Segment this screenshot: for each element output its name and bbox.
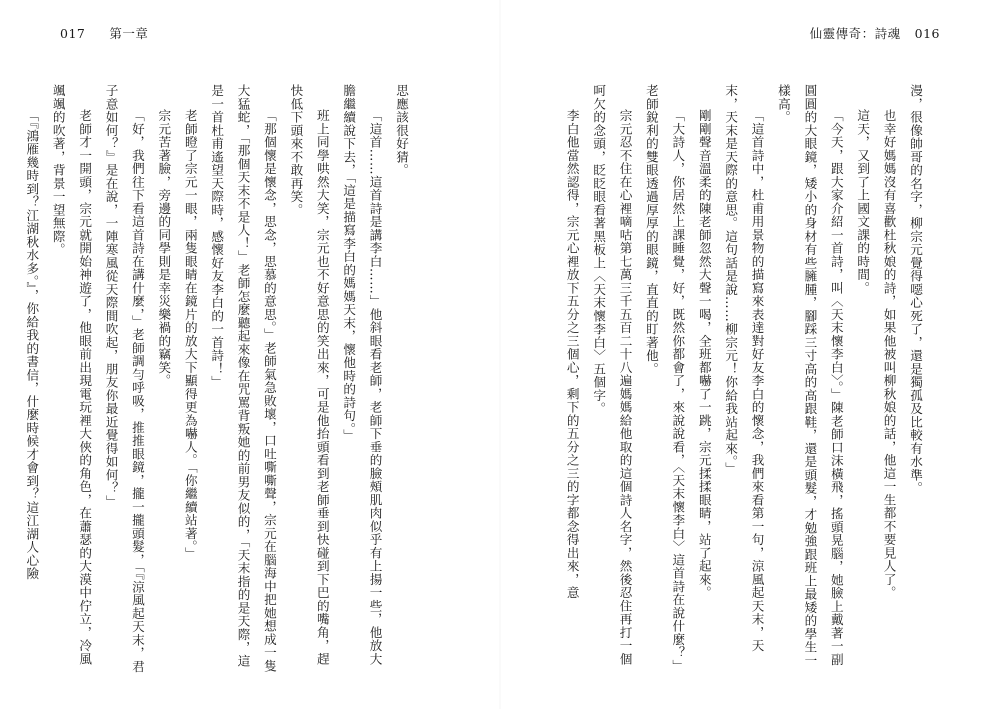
paragraph: 漫，很像帥哥的名字，柳宗元覺得噁心死了，還是獨孤及比較有水準。 <box>908 84 923 495</box>
paragraph: 班上同學哄然大笑，宗元也不好意思的笑出來，可是他抬頭看到老師垂到快碰到下巴的嘴角，趕快低下頭來不敢再笑。 <box>288 84 330 666</box>
paragraph: 這天，又到了上國文課的時間。 <box>855 109 871 295</box>
paragraph: 也幸好媽媽沒有喜歡杜秋娘的詩，如果他被叫柳秋娘的話，他這一生都不要見人了。 <box>881 109 897 600</box>
right-page-header <box>810 24 940 42</box>
paragraph: 「好，我們往下看這首詩在講什麼，」老師調勻呼吸，推推眼鏡，攏一攏頭髮，「『涼風起天末，君子意如何？』是在說，一陣寒風從天際間吹起，朋友你最近覺得如何？」 <box>103 84 145 674</box>
paragraph: 「『鴻雁幾時到？江湖秋水多。』，你給我的書信，什麼時候才會到？這江湖人心險 <box>24 109 40 581</box>
paragraph: 「大詩人，你居然上課睡覺，好，既然你都會了，來說說看，〈天末懷李白〉這首詩在說什麼？」老師銳利的雙眼透過厚厚的眼鏡，直直的盯著他。 <box>643 84 686 673</box>
book-title: 仙靈傳奇：詩魂 <box>809 26 901 41</box>
book-spine <box>499 0 501 709</box>
chapter-title: 第一章 <box>109 26 149 41</box>
paragraph: 「這首……這首詩是講李白……」他斜眼看老師，老師下垂的臉頰肌肉似乎有上揚一些，他放大膽繼續說下去，「這是描寫李白的媽媽天末，懷他時的詩句。」 <box>341 84 383 666</box>
left-page-body <box>24 84 414 676</box>
left-page-header <box>60 24 148 42</box>
paragraph: 思應該很好猜。 <box>394 84 409 177</box>
left-page-number: 017 <box>60 26 86 41</box>
paragraph: 剛剛聲音溫柔的陳老師忽然大聲一喝，全班都嚇了一跳，宗元揉揉眼睛，站了起來。 <box>696 109 712 600</box>
paragraph: 李白他當然認得，宗元心裡放下五分之三個心，剩下的五分之三的字都念得出來，意 <box>564 109 580 600</box>
right-page-number: 016 <box>914 26 940 41</box>
paragraph: 宗元苦著臉，旁邊的同學則是幸災樂禍的竊笑。 <box>156 109 172 388</box>
paragraph: 「那個懷是懷念，思念，思慕的意思。」老師氣急敗壞，口吐嘶嘶聲，宗元在腦海中把她想成一隻大猛蛇，「那個天末不是人！」老師怎麼聽起來像在咒罵背叛她的前男友似的，「天末指的是天際，這是一首杜甫遙望天際時，感懷好友李白的一首詩！」 <box>209 84 277 673</box>
paragraph: 宗元忍不住在心裡嘀咕第七萬三千五百二十八遍媽媽給他取的這個詩人名字，然後忍住再打一個呵欠的念頭，眨眨眼看著黑板上〈天末懷李白〉五個字。 <box>591 84 633 666</box>
right-page-body <box>562 84 928 676</box>
paragraph: 老師瞪了宗元一眼，兩隻眼睛在鏡片的放大下顯得更為嚇人。「你繼續站著。」 <box>182 109 198 561</box>
paragraph: 「今天，跟大家介紹一首詩，叫〈天末懷李白〉。」陳老師口沫橫飛，搖頭晃腦，她臉上戴著一副圓圓的大眼鏡，矮小的身材有些臃腫，腳踩三寸高的高跟鞋，還是頭髮，才勉強跟班上最矮的學生一樣高。 <box>775 84 844 667</box>
paragraph: 老師才一開頭，宗元就開始神遊了，他眼前出現電玩裡大俠的角色，在蕭瑟的大漠中佇立，冷風颯颯的吹著，背景一望無際。 <box>50 84 93 666</box>
paragraph: 「這首詩中，杜甫用景物的描寫來表達對好友李白的懷念，我們來看第一句，涼風起天末，天末，天末是天際的意思。這句話是說……柳宗元！你給我站起來。」 <box>723 84 765 653</box>
